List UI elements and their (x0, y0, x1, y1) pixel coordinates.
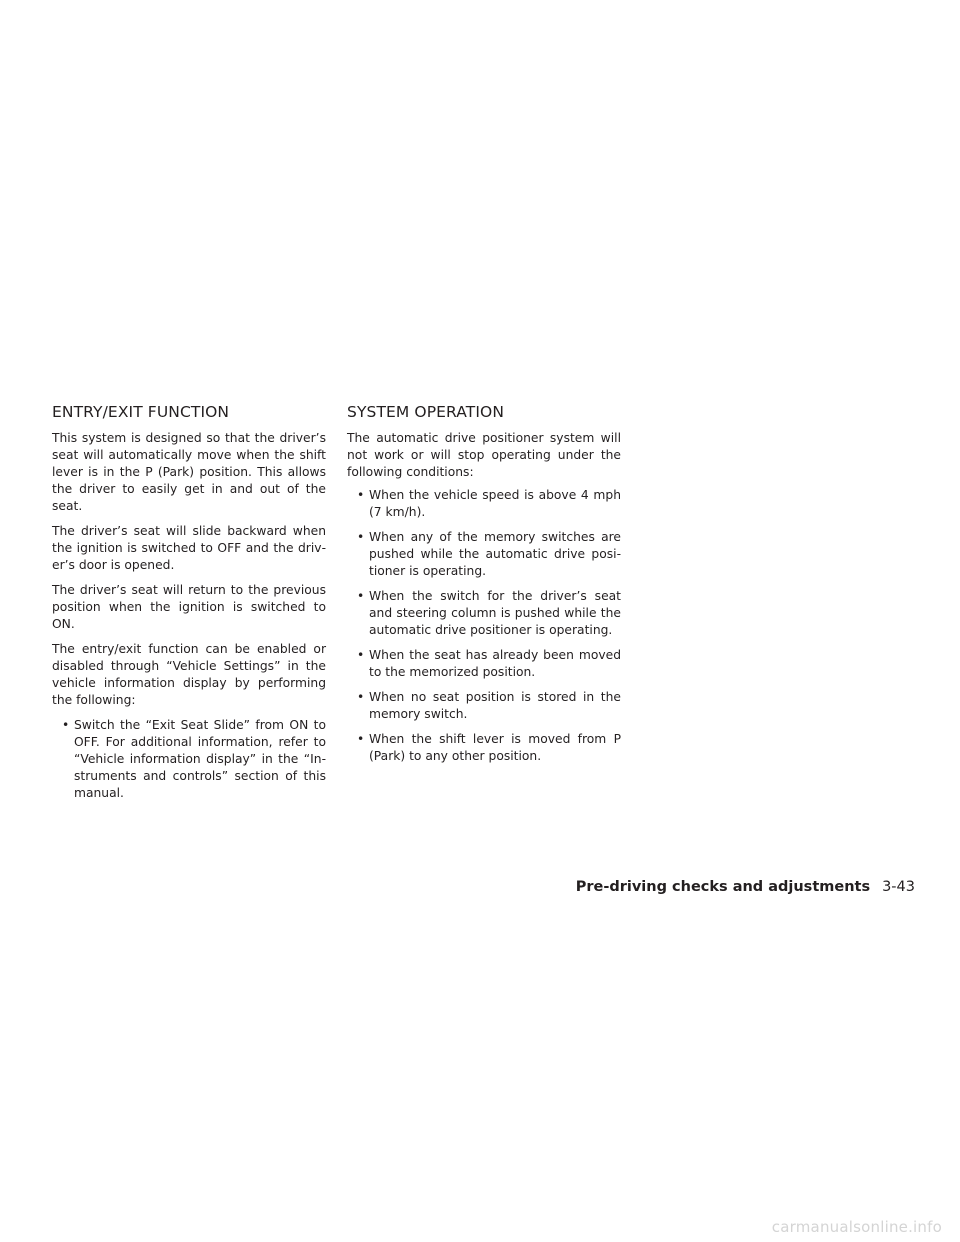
paragraph: The driver’s seat will return to the previous position when the ignition is switched to ON. (52, 583, 326, 631)
watermark: carmanualsonline.info (771, 1218, 942, 1236)
list-item (347, 529, 621, 580)
bullet-list (347, 487, 621, 765)
paragraph: The entry/exit function can be enabled or disabled through “Vehicle Settings” in the vehicle information display by performing the following: (52, 642, 326, 707)
list-item-text: When the seat has already been moved to the memorized position. (369, 648, 621, 679)
bullet-icon: • (357, 589, 365, 603)
list-item-text: When the switch for the driver’s seat and steering column is pushed while the automatic drive positioner is operating. (369, 589, 621, 637)
paragraph: The driver’s seat will slide backward when the ignition is switched to OFF and the driver’s door is opened. (52, 524, 326, 572)
right-column (347, 403, 621, 773)
page-number: 3-43 (882, 879, 915, 895)
list-item (347, 647, 621, 681)
list-item (52, 717, 326, 802)
bullet-list (52, 717, 326, 802)
list-item-text: When the shift lever is moved from P (Park) to any other position. (369, 732, 621, 763)
list-item-text: When the vehicle speed is above 4 mph (7 km/h). (369, 488, 621, 519)
page-footer (576, 877, 915, 897)
bullet-icon: • (357, 530, 365, 544)
section-heading-entry-exit: ENTRY/EXIT FUNCTION (52, 403, 230, 421)
list-item-text: Switch the “Exit Seat Slide” from ON to OFF. For additional information, refer to “Vehicle information display” in the “Instruments and controls” section of this manual. (74, 718, 326, 800)
footer-section-title: Pre-driving checks and adjustments (575, 879, 871, 895)
bullet-icon: • (357, 488, 365, 502)
list-item (347, 487, 621, 521)
bullet-icon: • (357, 690, 365, 704)
list-item (347, 588, 621, 639)
left-column (52, 403, 326, 810)
list-item (347, 689, 621, 723)
paragraph: The automatic drive positioner system will not work or will stop operating under the following conditions: (347, 431, 621, 479)
paragraph: This system is designed so that the driver’s seat will automatically move when the shift lever is in the P (Park) position. This allows the driver to easily get in and out of the seat. (52, 431, 326, 513)
bullet-icon: • (357, 648, 365, 662)
list-item-text: When any of the memory switches are pushed while the automatic drive positioner is operating. (369, 530, 621, 578)
bullet-icon: • (357, 732, 365, 746)
list-item (347, 731, 621, 765)
section-heading-system-operation: SYSTEM OPERATION (347, 403, 505, 421)
list-item-text: When no seat position is stored in the memory switch. (369, 690, 621, 721)
bullet-icon: • (62, 718, 70, 732)
